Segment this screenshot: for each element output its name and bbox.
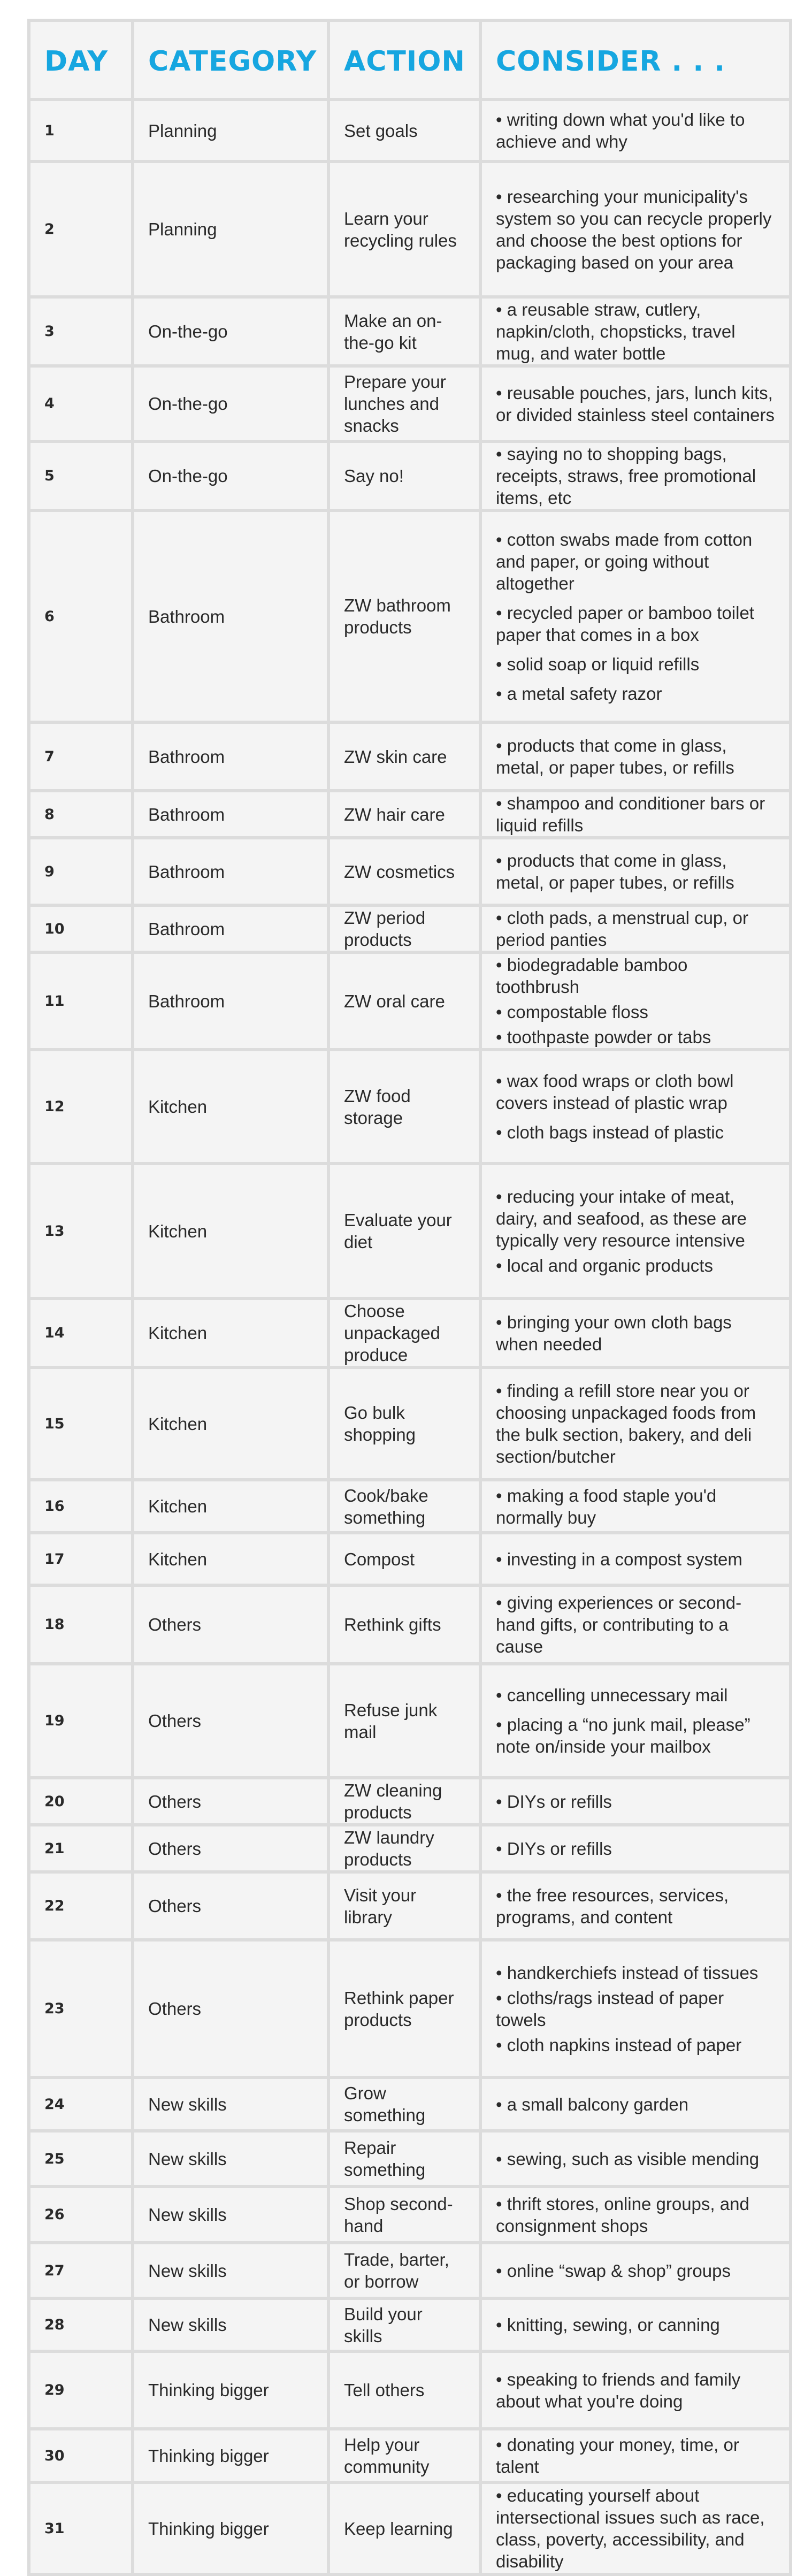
consider-item: • handkerchiefs instead of tissues <box>496 1962 759 1983</box>
day-number: 6 <box>29 510 133 722</box>
action-cell: Tell others <box>328 2351 480 2429</box>
category-cell: Bathroom <box>133 791 328 838</box>
consider-cell <box>480 162 791 297</box>
category-cell: Bathroom <box>133 838 328 905</box>
consider-cell <box>480 2131 791 2187</box>
day-number: 14 <box>29 1298 133 1367</box>
consider-item: • products that come in glass, metal, or paper tubes, or refills <box>496 851 734 892</box>
category-cell: On-the-go <box>133 441 328 510</box>
consider-item: • researching your municipality's system so you can recycle properly and choose the best options for packaging based on your area <box>496 186 772 272</box>
consider-cell <box>480 366 791 441</box>
table-row <box>29 366 791 441</box>
consider-item: • reducing your intake of meat, dairy, and seafood, as these are typically very resource intensive <box>496 1187 747 1250</box>
day-number: 9 <box>29 838 133 905</box>
consider-cell <box>480 838 791 905</box>
consider-cell <box>480 100 791 162</box>
consider-item: • cloths/rags instead of paper towels <box>496 1988 724 2030</box>
day-number: 25 <box>29 2131 133 2187</box>
category-cell: Others <box>133 1940 328 2077</box>
consider-cell <box>480 2429 791 2482</box>
category-cell: Kitchen <box>133 1298 328 1367</box>
category-cell: Bathroom <box>133 905 328 952</box>
table-row <box>29 2298 791 2351</box>
action-cell: ZW cleaning products <box>328 1778 480 1825</box>
action-cell: ZW period products <box>328 905 480 952</box>
challenge-rows <box>29 100 791 2574</box>
day-number: 4 <box>29 366 133 441</box>
zero-waste-challenge-sheet <box>27 19 789 2571</box>
consider-item: • donating your money, time, or talent <box>496 2435 739 2476</box>
day-number: 28 <box>29 2298 133 2351</box>
consider-cell <box>480 2482 791 2574</box>
header-day: DAY <box>29 20 133 100</box>
day-number: 2 <box>29 162 133 297</box>
consider-cell <box>480 1825 791 1872</box>
day-number: 23 <box>29 1940 133 2077</box>
category-cell: Others <box>133 1585 328 1664</box>
consider-item: • speaking to friends and family about what you're doing <box>496 2369 741 2411</box>
consider-item: • cloth napkins instead of paper <box>496 2035 742 2055</box>
consider-item: • knitting, sewing, or canning <box>496 2315 720 2335</box>
table-row <box>29 952 791 1050</box>
table-row <box>29 2077 791 2131</box>
consider-item: • a reusable straw, cutlery, napkin/cloth, chopsticks, travel mug, and water bottle <box>496 300 736 363</box>
table-row <box>29 1872 791 1940</box>
consider-cell <box>480 1298 791 1367</box>
category-cell: Thinking bigger <box>133 2351 328 2429</box>
action-cell: Rethink paper products <box>328 1940 480 2077</box>
consider-cell <box>480 2187 791 2243</box>
table-row <box>29 1585 791 1664</box>
day-number: 22 <box>29 1872 133 1940</box>
consider-item: • giving experiences or second-hand gifts, or contributing to a cause <box>496 1593 742 1656</box>
consider-item: • DIYs or refills <box>496 1838 612 1859</box>
table-row <box>29 100 791 162</box>
category-cell: Kitchen <box>133 1367 328 1480</box>
action-cell: Cook/bake something <box>328 1480 480 1533</box>
header-action: ACTION <box>328 20 480 100</box>
challenge-table <box>27 19 792 2576</box>
consider-item: • saying no to shopping bags, receipts, straws, free promotional items, etc <box>496 444 756 508</box>
table-row <box>29 2243 791 2298</box>
category-cell: Kitchen <box>133 1533 328 1585</box>
category-cell: New skills <box>133 2243 328 2298</box>
consider-cell <box>480 2077 791 2131</box>
table-row <box>29 1664 791 1778</box>
consider-item: • a metal safety razor <box>496 683 662 704</box>
category-cell: On-the-go <box>133 297 328 366</box>
day-number: 10 <box>29 905 133 952</box>
day-number: 21 <box>29 1825 133 1872</box>
consider-item: • cancelling unnecessary mail <box>496 1685 728 1705</box>
day-number: 19 <box>29 1664 133 1778</box>
action-cell: ZW hair care <box>328 791 480 838</box>
table-row <box>29 2351 791 2429</box>
action-cell: Grow something <box>328 2077 480 2131</box>
table-row <box>29 441 791 510</box>
day-number: 11 <box>29 952 133 1050</box>
action-cell: ZW laundry products <box>328 1825 480 1872</box>
action-cell: Refuse junk mail <box>328 1664 480 1778</box>
category-cell: New skills <box>133 2077 328 2131</box>
consider-cell <box>480 791 791 838</box>
consider-cell <box>480 2243 791 2298</box>
consider-item: • a small balcony garden <box>496 2094 689 2114</box>
day-number: 18 <box>29 1585 133 1664</box>
category-cell: Bathroom <box>133 952 328 1050</box>
category-cell: Thinking bigger <box>133 2482 328 2574</box>
day-number: 20 <box>29 1778 133 1825</box>
consider-item: • writing down what you'd like to achieve and why <box>496 110 745 151</box>
action-cell: Visit your library <box>328 1872 480 1940</box>
header-row <box>29 20 791 100</box>
action-cell: Rethink gifts <box>328 1585 480 1664</box>
table-row <box>29 1164 791 1298</box>
action-cell: Trade, barter, or borrow <box>328 2243 480 2298</box>
consider-item: • wax food wraps or cloth bowl covers instead of plastic wrap <box>496 1071 734 1113</box>
action-cell: Choose unpackaged produce <box>328 1298 480 1367</box>
action-cell: Prepare your lunches and snacks <box>328 366 480 441</box>
action-cell: Build your skills <box>328 2298 480 2351</box>
consider-cell <box>480 1533 791 1585</box>
consider-item: • toothpaste powder or tabs <box>496 1027 711 1047</box>
day-number: 12 <box>29 1050 133 1164</box>
consider-item: • shampoo and conditioner bars or liquid refills <box>496 793 765 835</box>
table-row <box>29 510 791 722</box>
consider-item: • local and organic products <box>496 1256 713 1275</box>
category-cell: Bathroom <box>133 510 328 722</box>
day-number: 31 <box>29 2482 133 2574</box>
action-cell: ZW cosmetics <box>328 838 480 905</box>
category-cell: Planning <box>133 100 328 162</box>
consider-item: • cloth bags instead of plastic <box>496 1122 724 1142</box>
action-cell: Help your community <box>328 2429 480 2482</box>
consider-cell <box>480 1480 791 1533</box>
category-cell: New skills <box>133 2298 328 2351</box>
table-row <box>29 1298 791 1367</box>
consider-cell <box>480 1778 791 1825</box>
category-cell: Others <box>133 1664 328 1778</box>
consider-item: • sewing, such as visible mending <box>496 2149 760 2169</box>
category-cell: Others <box>133 1778 328 1825</box>
table-row <box>29 297 791 366</box>
category-cell: Kitchen <box>133 1480 328 1533</box>
day-number: 16 <box>29 1480 133 1533</box>
category-cell: Thinking bigger <box>133 2429 328 2482</box>
consider-item: • investing in a compost system <box>496 1549 742 1569</box>
table-row <box>29 722 791 791</box>
table-row <box>29 905 791 952</box>
table-row <box>29 1825 791 1872</box>
consider-item: • finding a refill store near you or choosing unpackaged foods from the bulk section, bakery, and deli section/butcher <box>496 1381 756 1466</box>
category-cell: Bathroom <box>133 722 328 791</box>
action-cell: Evaluate your diet <box>328 1164 480 1298</box>
consider-cell <box>480 1940 791 2077</box>
category-cell: Others <box>133 1825 328 1872</box>
consider-item: • educating yourself about intersectional issues such as race, class, poverty, accessibility, and disability <box>496 2486 765 2571</box>
consider-cell <box>480 1585 791 1664</box>
consider-cell <box>480 1664 791 1778</box>
day-number: 1 <box>29 100 133 162</box>
day-number: 26 <box>29 2187 133 2243</box>
table-row <box>29 1940 791 2077</box>
consider-item: • solid soap or liquid refills <box>496 654 700 674</box>
consider-cell <box>480 2298 791 2351</box>
consider-item: • DIYs or refills <box>496 1791 612 1811</box>
consider-item: • reusable pouches, jars, lunch kits, or divided stainless steel containers <box>496 383 775 425</box>
day-number: 13 <box>29 1164 133 1298</box>
consider-item: • bringing your own cloth bags when needed <box>496 1312 732 1354</box>
consider-cell <box>480 905 791 952</box>
consider-cell <box>480 1872 791 1940</box>
table-row <box>29 1778 791 1825</box>
day-number: 17 <box>29 1533 133 1585</box>
consider-item: • recycled paper or bamboo toilet paper that comes in a box <box>496 602 754 645</box>
action-cell: ZW skin care <box>328 722 480 791</box>
day-number: 29 <box>29 2351 133 2429</box>
category-cell: Others <box>133 1872 328 1940</box>
day-number: 8 <box>29 791 133 838</box>
action-cell: ZW oral care <box>328 952 480 1050</box>
consider-cell <box>480 510 791 722</box>
consider-cell <box>480 722 791 791</box>
category-cell: New skills <box>133 2131 328 2187</box>
action-cell: Go bulk shopping <box>328 1367 480 1480</box>
header-category: CATEGORY <box>133 20 328 100</box>
day-number: 27 <box>29 2243 133 2298</box>
consider-cell <box>480 952 791 1050</box>
category-cell: On-the-go <box>133 366 328 441</box>
consider-cell <box>480 2351 791 2429</box>
table-row <box>29 1533 791 1585</box>
table-row <box>29 162 791 297</box>
consider-item: • products that come in glass, metal, or paper tubes, or refills <box>496 736 734 777</box>
consider-cell <box>480 441 791 510</box>
consider-cell <box>480 1164 791 1298</box>
action-cell: Learn your recycling rules <box>328 162 480 297</box>
action-cell: ZW bathroom products <box>328 510 480 722</box>
category-cell: Kitchen <box>133 1164 328 1298</box>
consider-item: • compostable floss <box>496 1002 648 1022</box>
action-cell: Repair something <box>328 2131 480 2187</box>
consider-item: • cotton swabs made from cotton and paper, or going without altogether <box>496 529 753 593</box>
consider-item: • biodegradable bamboo toothbrush <box>496 955 688 997</box>
table-row <box>29 791 791 838</box>
action-cell: ZW food storage <box>328 1050 480 1164</box>
category-cell: Planning <box>133 162 328 297</box>
action-cell: Make an on-the-go kit <box>328 297 480 366</box>
day-number: 7 <box>29 722 133 791</box>
consider-cell <box>480 297 791 366</box>
consider-cell <box>480 1050 791 1164</box>
table-row <box>29 1367 791 1480</box>
action-cell: Compost <box>328 1533 480 1585</box>
consider-item: • the free resources, services, programs, and content <box>496 1885 729 1927</box>
consider-item: • online “swap & shop” groups <box>496 2260 731 2281</box>
table-row <box>29 2187 791 2243</box>
table-row <box>29 1480 791 1533</box>
day-number: 30 <box>29 2429 133 2482</box>
day-number: 24 <box>29 2077 133 2131</box>
table-row <box>29 2482 791 2574</box>
action-cell: Keep learning <box>328 2482 480 2574</box>
action-cell: Set goals <box>328 100 480 162</box>
consider-item: • thrift stores, online groups, and consignment shops <box>496 2193 749 2236</box>
action-cell: Shop second-hand <box>328 2187 480 2243</box>
header-consider: CONSIDER . . . <box>480 20 791 100</box>
table-row <box>29 2131 791 2187</box>
day-number: 3 <box>29 297 133 366</box>
consider-cell <box>480 1367 791 1480</box>
category-cell: New skills <box>133 2187 328 2243</box>
table-row <box>29 1050 791 1164</box>
action-cell: Say no! <box>328 441 480 510</box>
table-row <box>29 838 791 905</box>
category-cell: Kitchen <box>133 1050 328 1164</box>
consider-item: • cloth pads, a menstrual cup, or period panties <box>496 908 748 950</box>
day-number: 5 <box>29 441 133 510</box>
table-row <box>29 2429 791 2482</box>
consider-item: • placing a “no junk mail, please” note on/inside your mailbox <box>496 1715 750 1756</box>
day-number: 15 <box>29 1367 133 1480</box>
consider-item: • making a food staple you'd normally buy <box>496 1485 717 1527</box>
